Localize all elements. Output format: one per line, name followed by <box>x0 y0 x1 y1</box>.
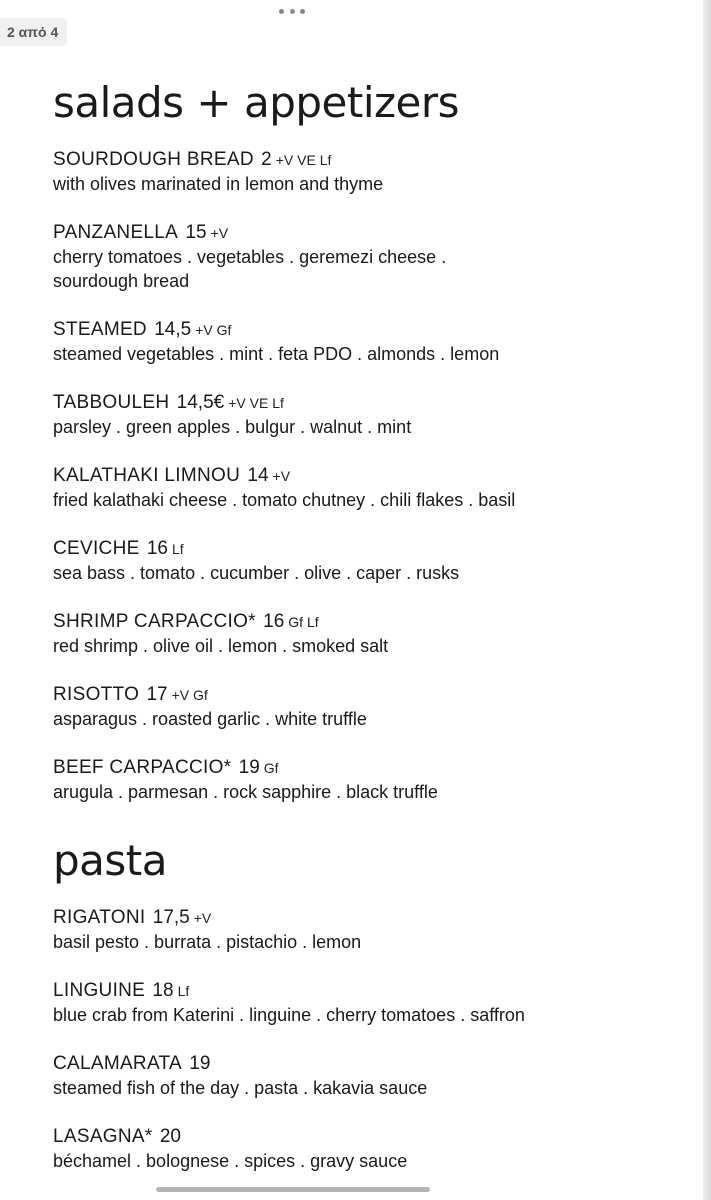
menu-item-price: 16 <box>263 611 285 632</box>
menu-item <box>53 318 673 366</box>
menu-item-price: 16 <box>146 538 168 559</box>
menu-item <box>53 1125 673 1173</box>
menu-item-price: 20 <box>159 1126 181 1147</box>
menu-item-tags: Gf <box>263 760 279 776</box>
menu-item-price: 15 <box>185 222 207 243</box>
menu-item-description: basil pesto . burrata . pistachio . lemon <box>53 932 362 952</box>
menu-item <box>53 979 673 1027</box>
menu-item-tags: Lf <box>171 541 184 557</box>
menu-item-tags: +V Gf <box>195 322 232 338</box>
menu-item-tags: Lf <box>177 983 190 999</box>
menu-item-name: STEAMED <box>53 319 147 340</box>
menu-item-heading <box>53 979 673 1003</box>
section-title-pasta: pasta <box>53 836 167 885</box>
home-indicator[interactable] <box>156 1187 430 1192</box>
menu-item-heading <box>53 1052 673 1076</box>
menu-item-description: red shrimp . olive oil . lemon . smoked salt <box>53 636 389 656</box>
menu-item-tags: +V VE Lf <box>228 395 284 411</box>
menu-item-tags: +V <box>272 468 291 484</box>
menu-item-price: 19 <box>238 757 260 778</box>
menu-item-price: 14 <box>247 465 269 486</box>
menu-item-heading <box>53 221 673 245</box>
menu-item-heading <box>53 464 673 488</box>
menu-item-heading <box>53 1125 673 1149</box>
menu-item-description: steamed vegetables . mint . feta PDO . almonds . lemon <box>53 344 500 364</box>
menu-item <box>53 906 673 954</box>
menu-item-price: 14,5 <box>154 319 192 340</box>
menu-item-heading <box>53 683 673 707</box>
menu-item <box>53 610 673 658</box>
menu-item-name: PANZANELLA <box>53 222 179 243</box>
menu-item-tags: +V <box>210 225 229 241</box>
menu-item <box>53 756 673 804</box>
menu-item <box>53 391 673 439</box>
menu-item-price: 14,5€ <box>176 392 225 413</box>
menu-item-name: CEVICHE <box>53 538 140 559</box>
menu-item-description: asparagus . roasted garlic . white truffle <box>53 709 367 729</box>
menu-item-name: RISOTTO <box>53 684 140 705</box>
menu-item-heading <box>53 610 673 634</box>
menu-item-tags: Gf Lf <box>288 614 319 630</box>
menu-item <box>53 1052 673 1100</box>
menu-item-description: arugula . parmesan . rock sapphire . black truffle <box>53 782 438 802</box>
menu-item-heading <box>53 537 673 561</box>
menu-item-heading <box>53 148 673 172</box>
menu-item-description: parsley . green apples . bulgur . walnut . mint <box>53 417 412 437</box>
menu-item-description: fried kalathaki cheese . tomato chutney . chili flakes . basil <box>53 490 516 510</box>
menu-item-name: LINGUINE <box>53 980 146 1001</box>
menu-item <box>53 464 673 512</box>
menu-item-name: LASAGNA* <box>53 1126 153 1147</box>
menu-item-description: blue crab from Katerini . linguine . cherry tomatoes . saffron <box>53 1005 525 1025</box>
menu-item-description: with olives marinated in lemon and thyme <box>53 174 384 194</box>
menu-item-description: steamed fish of the day . pasta . kakavia sauce <box>53 1078 428 1098</box>
menu-item <box>53 221 673 293</box>
menu-item-price: 18 <box>152 980 174 1001</box>
menu-item <box>53 683 673 731</box>
menu-item-tags: +V VE Lf <box>275 152 332 168</box>
menu-item-description: sea bass . tomato . cucumber . olive . caper . rusks <box>53 563 460 583</box>
menu-item-price: 2 <box>261 149 272 170</box>
dot <box>300 9 305 14</box>
section-title-salads: salads + appetizers <box>53 78 460 127</box>
menu-item-name: CALAMARATA <box>53 1053 182 1074</box>
dot <box>290 9 295 14</box>
menu-item-tags: +V Gf <box>171 687 208 703</box>
menu-item <box>53 148 673 196</box>
dot <box>279 9 284 14</box>
menu-item-price: 19 <box>189 1053 211 1074</box>
menu-item-heading <box>53 391 673 415</box>
ellipsis-icon[interactable] <box>279 4 305 18</box>
menu-item-description: béchamel . bolognese . spices . gravy sauce <box>53 1151 408 1171</box>
page-indicator: 2 από 4 <box>0 18 67 46</box>
menu-item-name: RIGATONI <box>53 907 146 928</box>
menu-item <box>53 537 673 585</box>
menu-item-heading <box>53 756 673 780</box>
menu-item-name: SOURDOUGH BREAD <box>53 149 254 170</box>
menu-item-price: 17,5 <box>152 907 190 928</box>
menu-item-name: BEEF CARPACCIO* <box>53 757 232 778</box>
menu-item-heading <box>53 906 673 930</box>
menu-item-tags: +V <box>193 910 212 926</box>
menu-item-name: TABBOULEH <box>53 392 170 413</box>
page-edge-shadow <box>703 0 711 1200</box>
menu-item-name: SHRIMP CARPACCIO* <box>53 611 256 632</box>
menu-page <box>53 78 673 1198</box>
menu-item-price: 17 <box>146 684 168 705</box>
menu-item-description: cherry tomatoes . vegetables . geremezi cheese . sourdough bread <box>53 247 447 291</box>
menu-item-name: KALATHAKI LIMNOU <box>53 465 241 486</box>
menu-item-heading <box>53 318 673 342</box>
